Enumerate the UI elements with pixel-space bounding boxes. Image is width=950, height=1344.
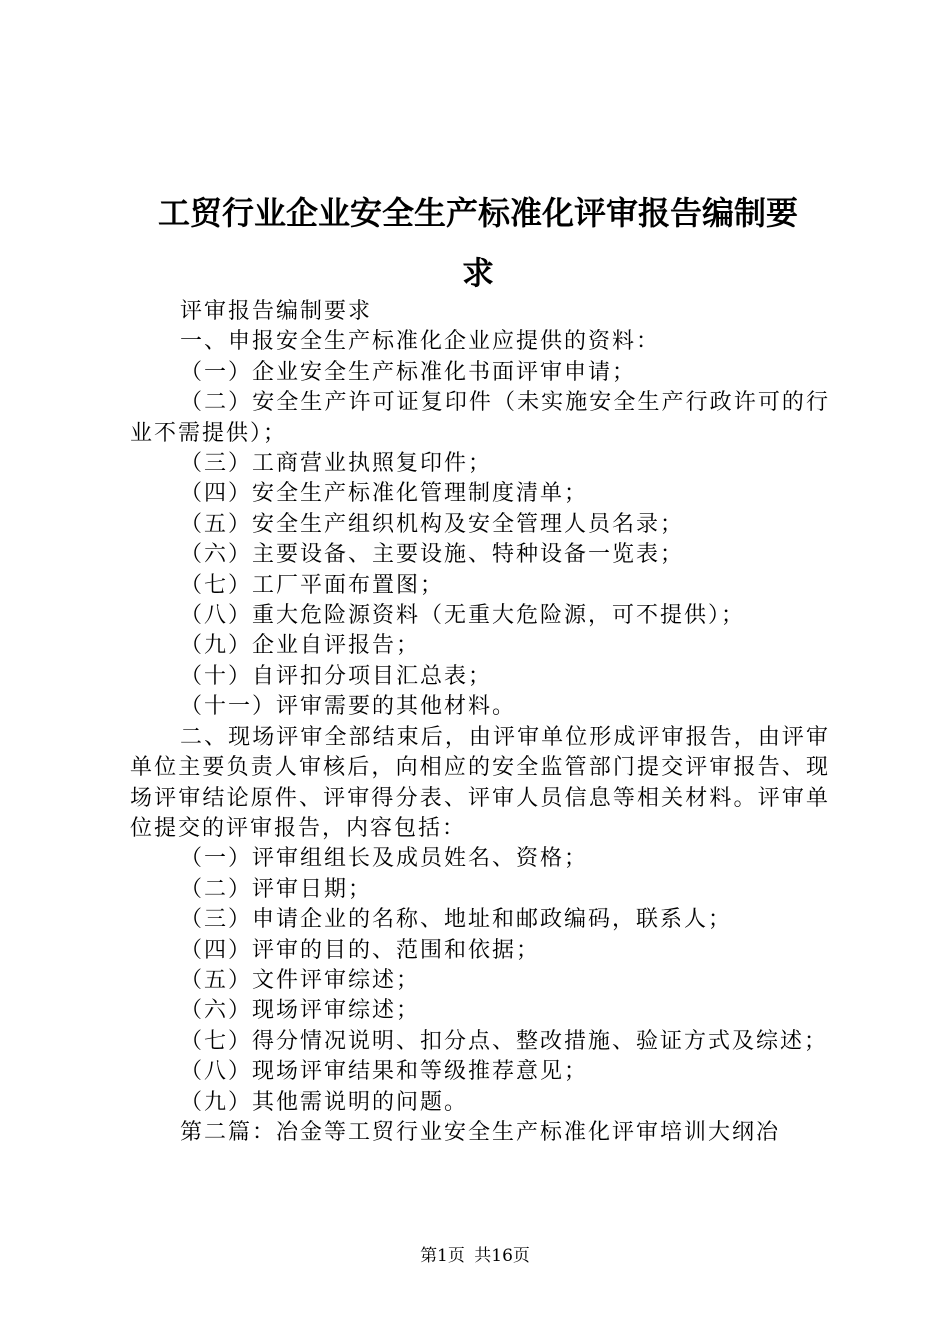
next-article-heading: 第二篇：冶金等工贸行业安全生产标准化评审培训大纲冶 <box>180 1119 781 1145</box>
section-two-paragraph: 二、现场评审全部结束后，由评审单位形成评审报告，由评审单位主要负责人审核后，向相应的安全监管部门提交评审报告、现场评审结论原件、评审得分表、评审人员信息等相关材料。评审单位提交的评审报告，内容包括： <box>130 724 830 841</box>
list-item: （六）主要设备、主要设施、特种设备一览表； <box>180 542 685 568</box>
paragraph-heading: 评审报告编制要求 <box>180 299 373 324</box>
section-one-heading: 一、申报安全生产标准化企业应提供的资料： <box>180 329 661 355</box>
list-item: （九）企业自评报告； <box>180 633 421 659</box>
page-footer <box>0 1244 950 1268</box>
list-item: （五）文件评审综述； <box>180 967 421 993</box>
page-number: 第1页 <box>420 1246 465 1266</box>
list-item: （八）重大危险源资料（无重大危险源，可不提供）； <box>180 603 746 629</box>
list-item: （四）安全生产标准化管理制度清单； <box>180 481 589 507</box>
document-title-line-2: 求 <box>461 254 494 292</box>
list-item: （三）申请企业的名称、地址和邮政编码，联系人； <box>180 907 733 933</box>
list-item: （六）现场评审综述； <box>180 998 421 1024</box>
list-item: （五）安全生产组织机构及安全管理人员名录； <box>180 511 685 537</box>
document-body <box>130 297 830 1148</box>
list-item: （八）现场评审结果和等级推荐意见； <box>180 1059 589 1085</box>
list-item: （十一）评审需要的其他材料。 <box>180 694 517 720</box>
list-item: （二）安全生产许可证复印件（未实施安全生产行政许可的行业不需提供）； <box>130 390 830 446</box>
list-item: （四）评审的目的、范围和依据； <box>180 937 541 963</box>
list-item: （七）工厂平面布置图； <box>180 572 445 598</box>
list-item: （一）评审组组长及成员姓名、资格； <box>180 846 589 872</box>
list-item: （一）企业安全生产标准化书面评审申请； <box>180 359 637 385</box>
document-title <box>128 183 828 303</box>
list-item: （十）自评扣分项目汇总表； <box>180 663 493 689</box>
list-item: （三）工商营业执照复印件； <box>180 451 493 477</box>
list-item: （二）评审日期； <box>180 876 373 902</box>
document-title-line-1: 工贸行业企业安全生产标准化评审报告编制要 <box>157 194 798 232</box>
page-total: 共16页 <box>474 1246 530 1266</box>
list-item: （九）其他需说明的问题。 <box>180 1089 469 1115</box>
list-item: （七）得分情况说明、扣分点、整改措施、验证方式及综述； <box>180 1028 829 1054</box>
